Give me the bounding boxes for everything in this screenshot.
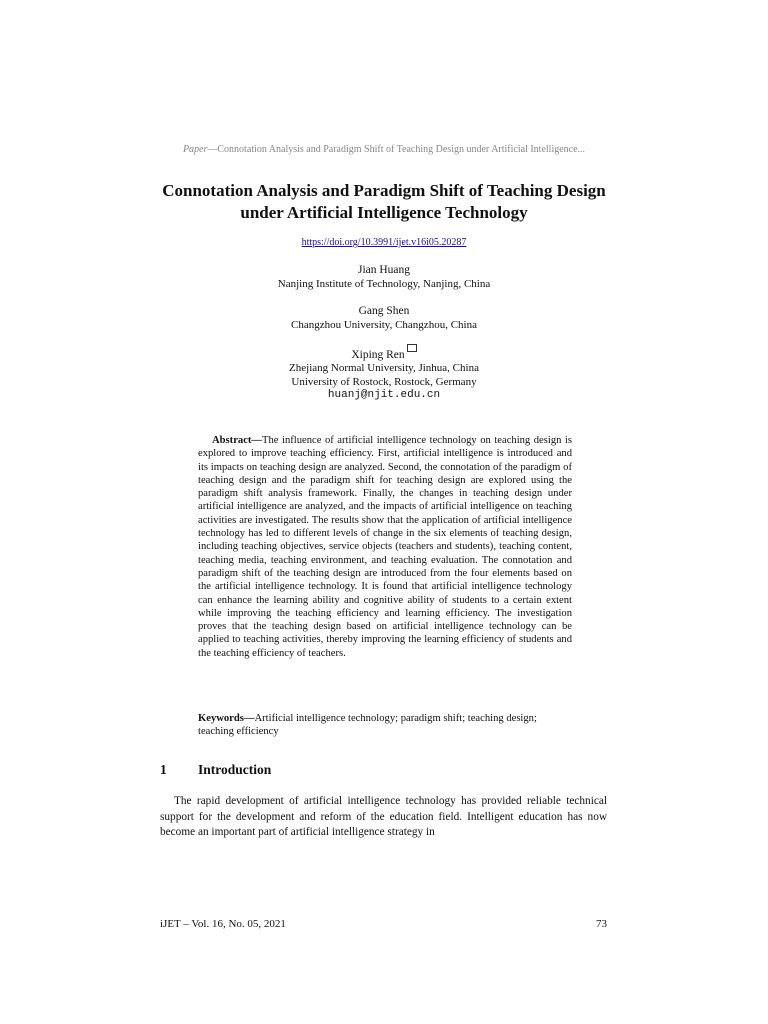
author-name: Jian Huang	[357, 264, 411, 276]
author-3	[0, 345, 768, 403]
author-email[interactable]: huanj@njit.edu.cn	[327, 389, 441, 402]
abstract-label: Abstract—	[212, 435, 263, 446]
running-head-italic: Paper	[182, 144, 208, 155]
author-affiliation: Changzhou University, Changzhou, China	[291, 318, 477, 331]
abstract	[198, 434, 572, 660]
section-number: 1	[160, 762, 167, 777]
author-affiliation: Nanjing Institute of Technology, Nanjing, China	[277, 277, 491, 290]
abstract-text: The influence of artificial intelligence technology on teaching design is explored to improve teaching efficiency. First, artificial intelligence is introduced and its impacts on teaching design are analyzed. Second, the connotation of the paradigm of teaching design and the paradigm shift for teaching design are explored using the paradigm shift analysis framework. Finally, the changes in teaching design under artificial intelligence are analyzed, and the impacts of artificial intelligence on teaching activities are investigated. The results show that the application of artificial intelligence technology has led to different levels of change in the six elements of teaching design, including teaching objectives, service objects (teachers and students), teaching content, teaching media, teaching environment, and teaching evaluation. The connotation and paradigm shift of the teaching design are introduced from the four elements based on the artificial intelligence technology. It is found that artificial intelligence technology can enhance the learning ability and cognitive ability of students to a certain extent while improving the teaching efficiency and learning efficiency. The investigation proves that the teaching design based on artificial intelligence technology can be applied to teaching activities, thereby improving the learning efficiency of students and the teaching efficiency of teachers.	[198, 435, 572, 659]
author-name: Gang Shen	[358, 305, 410, 317]
keywords	[198, 712, 572, 739]
doi-link[interactable]: https://doi.org/10.3991/ijet.v16i05.20287	[301, 237, 467, 248]
author-1	[0, 264, 768, 291]
paper-title: Connotation Analysis and Paradigm Shift of Teaching Design under Artificial Intelligence Technology	[162, 181, 606, 222]
corresponding-author-icon	[407, 344, 417, 352]
author-affiliation: Zhejiang Normal University, Jinhua, China	[289, 362, 479, 375]
section-heading	[160, 762, 271, 778]
footer-journal: iJET – Vol. 16, No. 05, 2021	[160, 918, 286, 930]
intro-paragraph: The rapid development of artificial intelligence technology has provided reliable technical support for the development and reform of the education field. Intelligent education has now become an important part of artificial intelligence strategy in	[160, 795, 607, 838]
keywords-label: Keywords—	[198, 713, 255, 724]
keywords-text: Artificial intelligence technology; paradigm shift; teaching design; teaching efficiency	[198, 713, 537, 738]
section-title: Introduction	[198, 762, 272, 777]
author-name: Xiping Ren	[351, 348, 405, 361]
author-2	[0, 305, 768, 332]
footer-page-number: 73	[596, 918, 607, 930]
author-affiliation: University of Rostock, Rostock, Germany	[291, 375, 477, 388]
running-head-text: —Connotation Analysis and Paradigm Shift of Teaching Design under Artificial Intelligence...	[207, 144, 586, 155]
running-head	[0, 144, 768, 155]
